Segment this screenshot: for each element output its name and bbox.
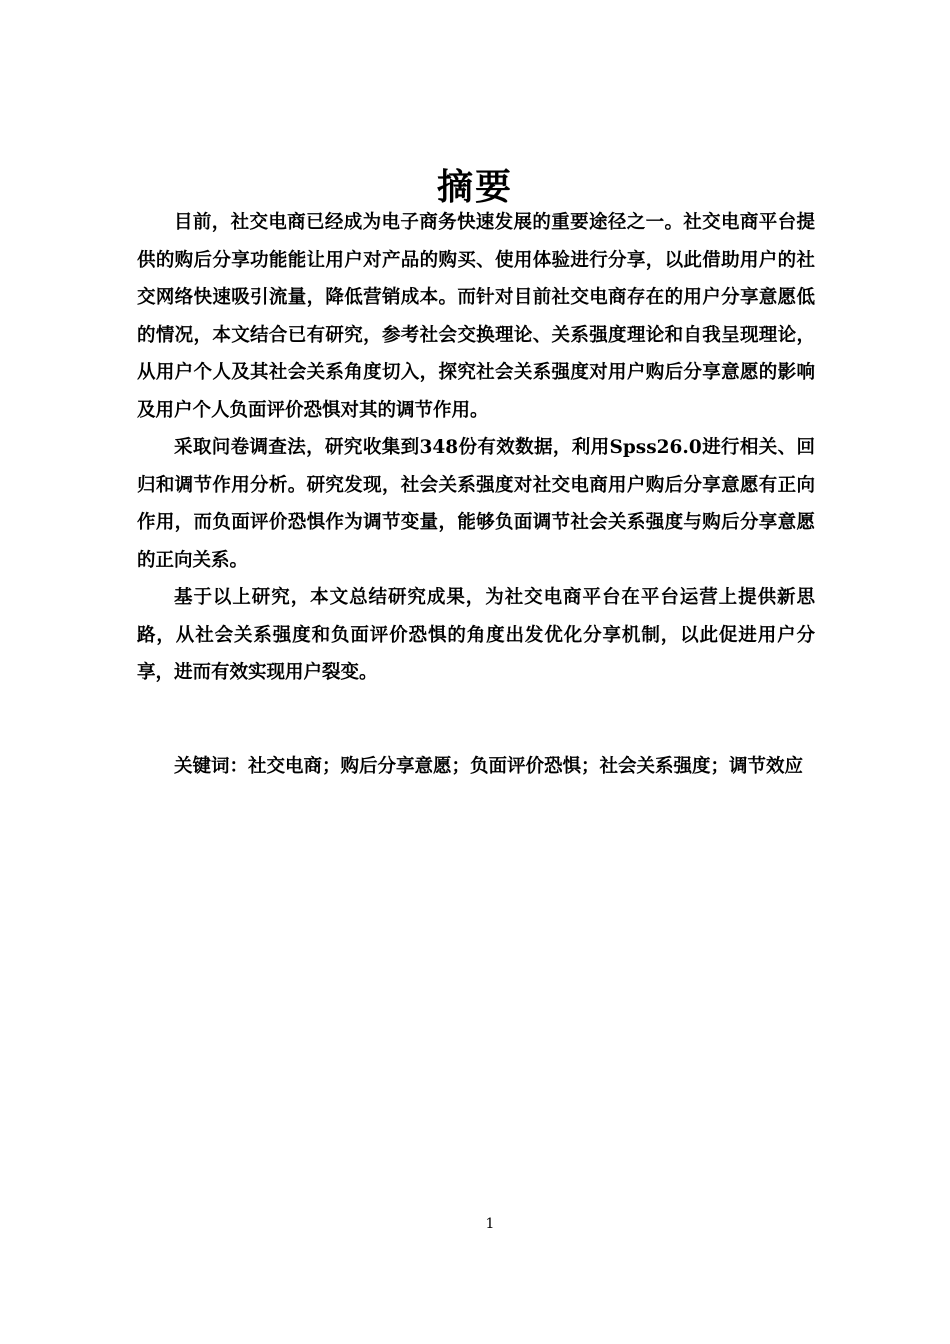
abstract-paragraph-2: 采取问卷调查法，研究收集到348份有效数据，利用Spss26.0进行相关、回归和调节作用分析。研究发现，社会关系强度对社交电商用户购后分享意愿有正向作用，而负面评价恐惧作为调节变量，能够负面调节社会关系强度与购后分享意愿的正向关系。 (137, 437, 815, 571)
abstract-paragraph-3: 基于以上研究，本文总结研究成果，为社交电商平台在平台运营上提供新思路，从社会关系强度和负面评价恐惧的角度出发优化分享机制，以此促进用户分享，进而有效实现用户裂变。 (137, 587, 815, 683)
abstract-body (137, 204, 815, 692)
keywords-line: 关键词：社交电商；购后分享意愿；负面评价恐惧；社会关系强度；调节效应 (174, 756, 804, 777)
abstract-title: 摘要 (436, 166, 513, 209)
abstract-paragraph-1: 目前，社交电商已经成为电子商务快速发展的重要途径之一。社交电商平台提供的购后分享功能能让用户对产品的购买、使用体验进行分享，以此借助用户的社交网络快速吸引流量，降低营销成本。而针对目前社交电商存在的用户分享意愿低的情况，本文结合已有研究，参考社会交换理论、关系强度理论和自我呈现理论，从用户个人及其社会关系角度切入，探究社会关系强度对用户购后分享意愿的影响及用户个人负面评价恐惧对其的调节作用。 (137, 212, 815, 421)
page-number: 1 (485, 1216, 495, 1232)
